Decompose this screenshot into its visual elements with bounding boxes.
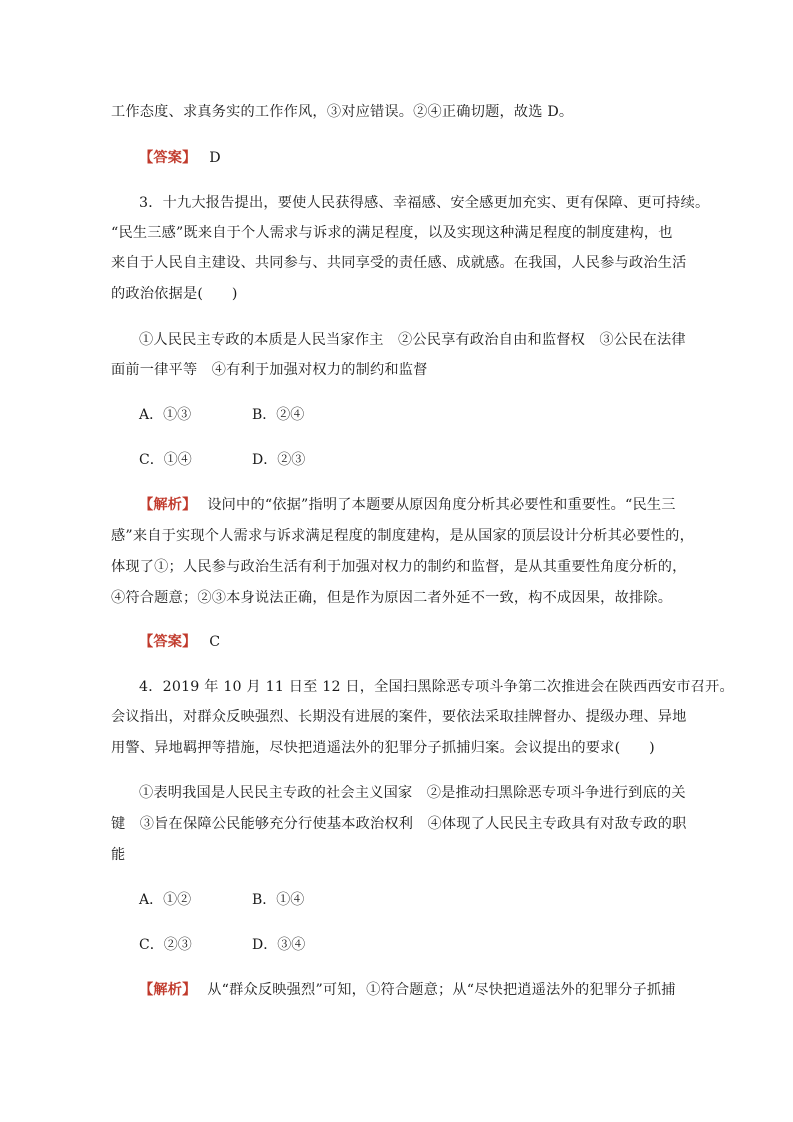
analysis-3-line-1: 【解析】 设问中的“依据”指明了本题要从原因角度分析其必要性和重要性。“民生三 [139, 497, 676, 513]
answer-tag: 【答案】 [139, 634, 197, 650]
q3-statements-line-2: 面前一律平等 ④有利于加强对权力的制约和监督 [111, 362, 428, 378]
answer-1 [139, 148, 221, 168]
analysis-tag: 【解析】 [139, 497, 197, 513]
analysis-3-line-2: 感”来自于实现个人需求与诉求满足程度的制度建构，是从国家的顶层设计分析其必要性的， [111, 528, 694, 544]
continuation-text: 工作态度、求真务实的工作作风，③对应错误。②④正确切题，故选 D。 [111, 104, 574, 120]
q4-option-d: D．③④ [252, 937, 306, 953]
q4-option-a: A．①② [139, 892, 192, 908]
q3-stem-line-4: 的政治依据是( ) [111, 286, 238, 302]
q4-statements-line-3: 能 [111, 847, 126, 863]
q4-option-c: C．②③ [139, 937, 192, 953]
q4-stem-line-3: 用警、异地羁押等措施，尽快把逍遥法外的犯罪分子抓捕归案。会议提出的要求( ) [111, 740, 655, 756]
q3-stem-line-1: 3．十九大报告提出，要使人民获得感、幸福感、安全感更加充实、更有保障、更可持续。 [139, 195, 710, 211]
q3-stem-line-3: 来自于人民自主建设、共同参与、共同享受的责任感、成就感。在我国，人民参与政治生活 [111, 255, 687, 271]
answer-value: C [209, 634, 221, 650]
analysis-3-line-4: ④符合题意；②③本身说法正确，但是作为原因二者外延不一致，构不成因果，故排除。 [111, 590, 673, 606]
q4-statements-line-1: ①表明我国是人民民主专政的社会主义国家 ②是推动扫黑除恶专项斗争进行到底的关 [139, 785, 686, 801]
analysis-tag: 【解析】 [139, 982, 197, 998]
q4-stem-line-2: 会议指出，对群众反映强烈、长期没有进展的案件，要依法采取挂牌督办、提级办理、异地 [111, 709, 687, 725]
q3-option-b: B．②④ [252, 407, 305, 423]
q3-stem-line-2: “民生三感”既来自于个人需求与诉求的满足程度，以及实现这种满足程度的制度建构，也 [111, 225, 673, 241]
q4-statements-line-2: 键 ③旨在保障公民能够充分行使基本政治权利 ④体现了人民民主专政具有对敌专政的职 [111, 816, 687, 832]
q4-stem-line-1: 4．2019 年 10 月 11 日至 12 日，全国扫黑除恶专项斗争第二次推进会在陕西西安市召开。 [139, 679, 734, 695]
q3-option-d: D．②③ [252, 452, 306, 468]
q3-option-a: A．①③ [139, 407, 192, 423]
answer-tag: 【答案】 [139, 150, 197, 166]
q4-option-b: B．①④ [252, 892, 305, 908]
analysis-3-line-3: 体现了①；人民参与政治生活有利于加强对权力的制约和监督，是从其重要性角度分析的， [111, 559, 687, 575]
q3-option-c: C．①④ [139, 452, 192, 468]
q3-statements-line-1: ①人民民主专政的本质是人民当家作主 ②公民享有政治自由和监督权 ③公民在法律 [139, 332, 686, 348]
analysis-4-line-1: 【解析】 从“群众反映强烈”可知，①符合题意；从“尽快把逍遥法外的犯罪分子抓捕 [139, 982, 676, 998]
answer-3 [139, 632, 220, 652]
answer-value: D [209, 150, 221, 166]
